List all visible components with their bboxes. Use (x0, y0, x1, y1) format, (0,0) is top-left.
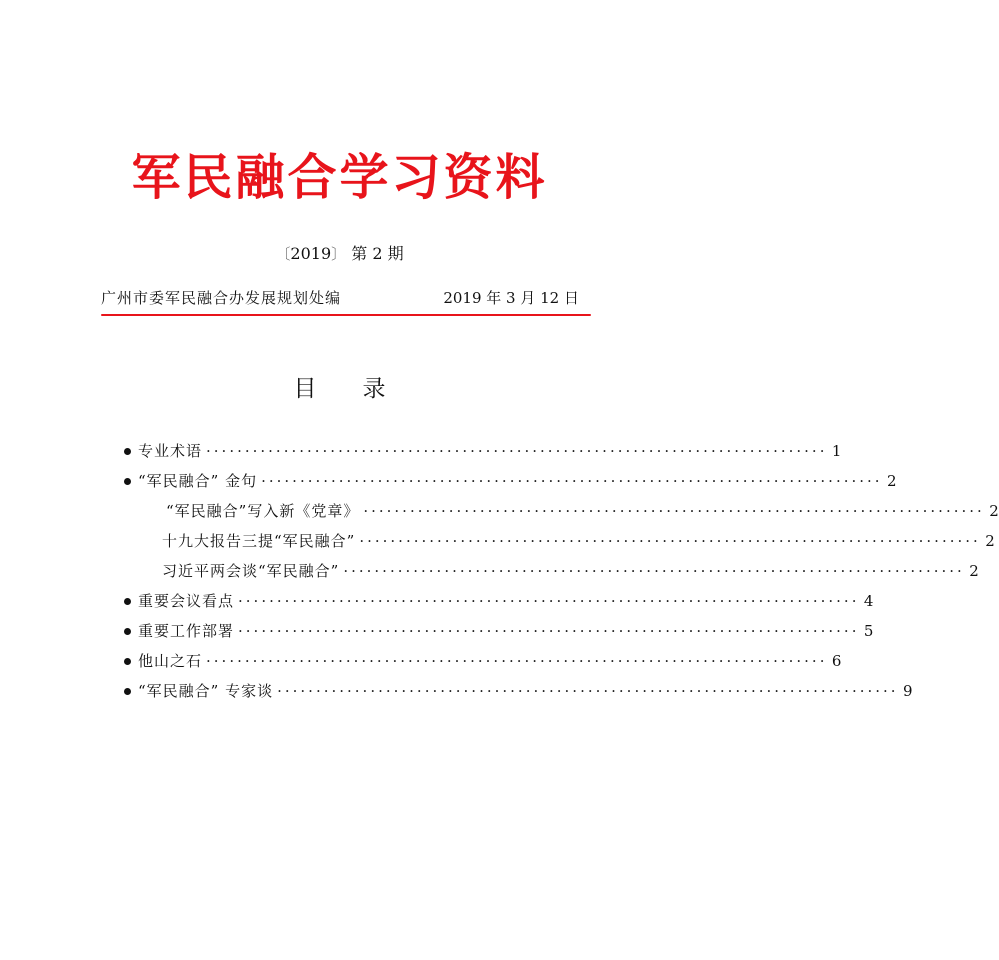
toc-entry[interactable] (162, 526, 995, 556)
toc-entry-page: 2 (969, 562, 979, 580)
toc-leader-dots: ················································································ (238, 622, 860, 640)
toc-entry-label: 他山之石 (138, 652, 203, 670)
toc-entry[interactable] (162, 556, 979, 586)
toc-leader-dots: ················································································ (261, 472, 883, 490)
toc-entry[interactable] (124, 676, 913, 706)
toc-entry-label: 十九大报告三提“军民融合” (162, 532, 356, 550)
toc-entry[interactable] (124, 466, 897, 496)
toc-entry[interactable] (124, 586, 874, 616)
toc-leader-dots: ················································································ (343, 562, 965, 580)
toc-leader-dots: ················································································ (206, 652, 828, 670)
toc-heading-right: 录 (362, 376, 386, 402)
issue-number (0, 243, 679, 265)
toc-leader-dots: ················································································ (206, 442, 828, 460)
toc-entry-label: “军民融合” 专家谈 (138, 682, 274, 700)
toc-leader-dots: ················································································ (363, 502, 985, 520)
publisher: 广州市委军民融合办发展规划处编 (101, 289, 342, 307)
toc-entry-page: 4 (863, 592, 874, 610)
toc-entry-page: 2 (989, 502, 999, 520)
document-title: 军民融合学习资料 (131, 149, 548, 206)
toc-entry[interactable] (124, 646, 842, 676)
toc-leader-dots: ················································································ (238, 592, 860, 610)
bullet-icon (124, 688, 131, 695)
toc-entry-page: 1 (831, 442, 842, 460)
toc-entry-label: 重要会议看点 (138, 592, 235, 610)
issue-close-bracket: 〕 (331, 245, 347, 263)
bullet-icon (124, 628, 131, 635)
issue-open-bracket: 〔 (275, 245, 291, 263)
toc-entry-label: 习近平两会谈“军民融合” (162, 562, 340, 580)
toc-heading (0, 373, 679, 405)
toc-entry-label: “军民融合”写入新《党章》 (166, 502, 360, 520)
bullet-icon (124, 478, 131, 485)
toc-entry[interactable] (124, 616, 874, 646)
toc-leader-dots: ················································································ (277, 682, 899, 700)
toc-entry-label: 专业术语 (138, 442, 203, 460)
toc-entry-label: “军民融合” 金句 (138, 472, 258, 490)
issue-year: 2019 (290, 244, 332, 263)
toc-entry[interactable] (124, 436, 842, 466)
toc-entry-page: 2 (985, 532, 995, 550)
publication-date: 2019 年 3 月 12 日 (443, 289, 579, 307)
toc-entry-page: 9 (903, 682, 913, 700)
bullet-icon (124, 448, 131, 455)
issue-label: 第 2 期 (351, 244, 404, 263)
toc-entry-label: 重要工作部署 (138, 622, 235, 640)
toc-entry-page: 2 (887, 472, 897, 490)
bullet-icon (124, 598, 131, 605)
toc-entry-page: 6 (831, 652, 842, 670)
bullet-icon (124, 658, 131, 665)
toc-leader-dots: ················································································ (359, 532, 981, 550)
red-divider (101, 314, 591, 316)
toc-entry-page: 5 (863, 622, 874, 640)
toc-heading-left: 目 (293, 376, 317, 402)
toc-entry[interactable] (166, 496, 999, 526)
